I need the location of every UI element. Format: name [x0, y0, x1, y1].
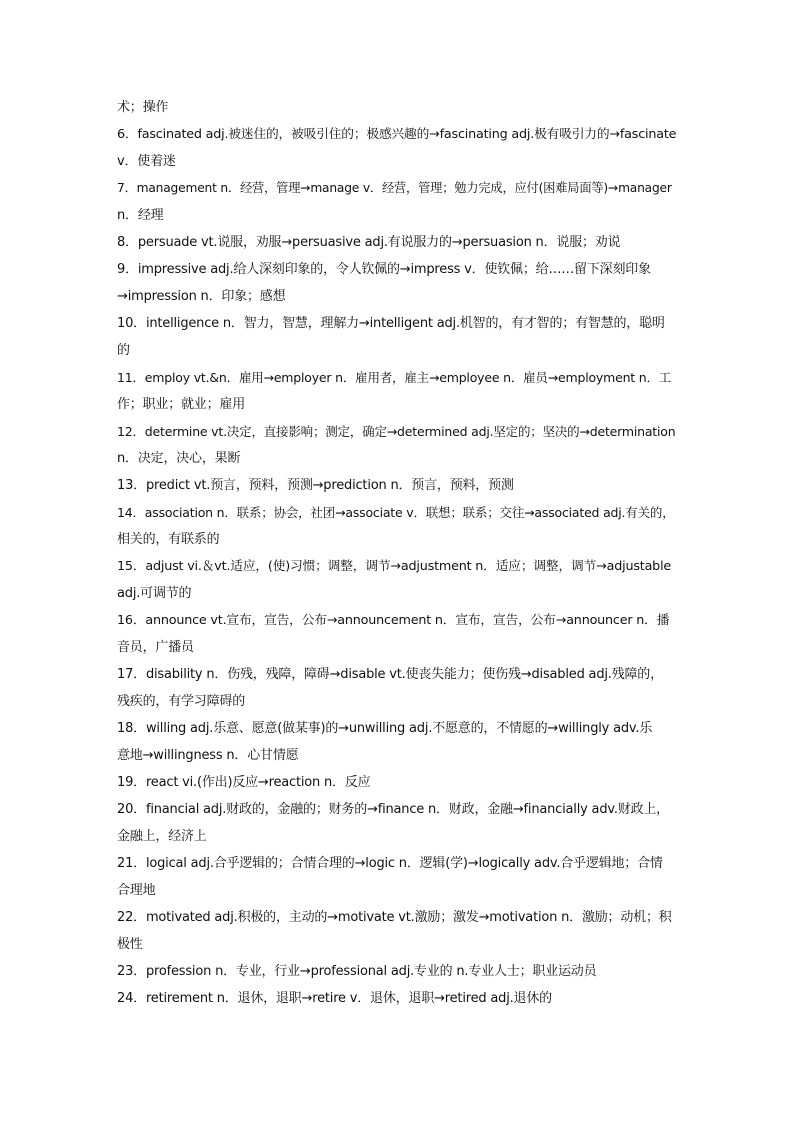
text-line: 19．react vi.(作出)反应→reaction n．反应 [117, 775, 371, 790]
text-line: 23．profession n．专业，行业→professional adj.专业的 n.专业人士；职业运动员 [117, 964, 597, 979]
text-line: 10．intelligence n．智力，智慧，理解力→intelligent adj.机智的，有才智的；有智慧的，聪明 [117, 316, 665, 331]
text-line: 20．financial adj.财政的，金融的；财务的→finance n．财政，金融→financially adv.财政上， [117, 802, 669, 817]
text-line: 的 [117, 343, 130, 358]
text-line: 24．retirement n．退休，退职→retire v．退休，退职→retired adj.退休的 [117, 991, 552, 1006]
text-line: 21．logical adj.合乎逻辑的；合情合理的→logic n．逻辑(学)→logically adv.合乎逻辑地；合情 [117, 856, 663, 871]
text-line: 术；操作 [117, 100, 169, 115]
vocabulary-list [117, 94, 679, 1012]
text-line: 8．persuade vt.说服，劝服→persuasive adj.有说服力的→persuasion n．说服；劝说 [117, 235, 621, 250]
text-line: →impression n．印象；感想 [117, 289, 286, 304]
text-line: 合理地 [117, 883, 156, 898]
text-line: 17．disability n．伤残，残障，障碍→disable vt.使丧失能力；使伤残→disabled adj.残障的， [117, 667, 663, 682]
text-line: 相关的，有联系的 [117, 532, 220, 547]
text-line: adj.可调节的 [117, 586, 192, 601]
text-line: 9．impressive adj.给人深刻印象的，令人钦佩的→impress v．使钦佩；给……留下深刻印象 [117, 262, 651, 277]
text-line: 13．predict vt.预言，预料，预测→prediction n．预言，预料，预测 [117, 478, 514, 493]
text-line: 14．association n．联系；协会，社团→associate v．联想；联系；交往→associated adj.有关的， [117, 505, 675, 520]
text-line: 极性 [117, 937, 143, 952]
text-line: 15．adjust vi.＆vt.适应，(使)习惯；调整，调节→adjustment n．适应；调整，调节→adjustable [117, 559, 672, 574]
text-line: n．决定，决心，果断 [117, 451, 241, 466]
text-line: 作；职业；就业；雇用 [117, 397, 246, 412]
text-line: 16．announce vt.宣布，宣告，公布→announcement n．宣布，宣告，公布→announcer n．播 [117, 613, 670, 628]
text-line: v．使着迷 [117, 154, 176, 169]
text-line: 金融上，经济上 [117, 829, 207, 844]
text-line: 11．employ vt.&n．雇用→employer n．雇用者，雇主→employee n．雇员→employment n．工 [117, 370, 672, 385]
text-line: n．经理 [117, 208, 164, 223]
text-line: 12．determine vt.决定，直接影响；测定，确定→determined adj.坚定的；坚决的→determination [117, 424, 676, 439]
text-line: 残疾的，有学习障碍的 [117, 694, 246, 709]
text-line: 7．management n．经营，管理→manage v．经营，管理；勉力完成，应付(困难局面等)→manager [117, 181, 672, 195]
text-line: 22．motivated adj.积极的，主动的→motivate vt.激励；激发→motivation n．激励；动机；积 [117, 910, 672, 925]
text-line: 18．willing adj.乐意、愿意(做某事)的→unwilling adj.不愿意的，不情愿的→willingly adv.乐 [117, 721, 653, 736]
text-line: 音员，广播员 [117, 640, 194, 655]
text-line: 6．fascinated adj.被迷住的，被吸引住的；极感兴趣的→fascinating adj.极有吸引力的→fascinate [117, 127, 677, 142]
text-line: 意地→willingness n．心甘情愿 [117, 748, 299, 763]
